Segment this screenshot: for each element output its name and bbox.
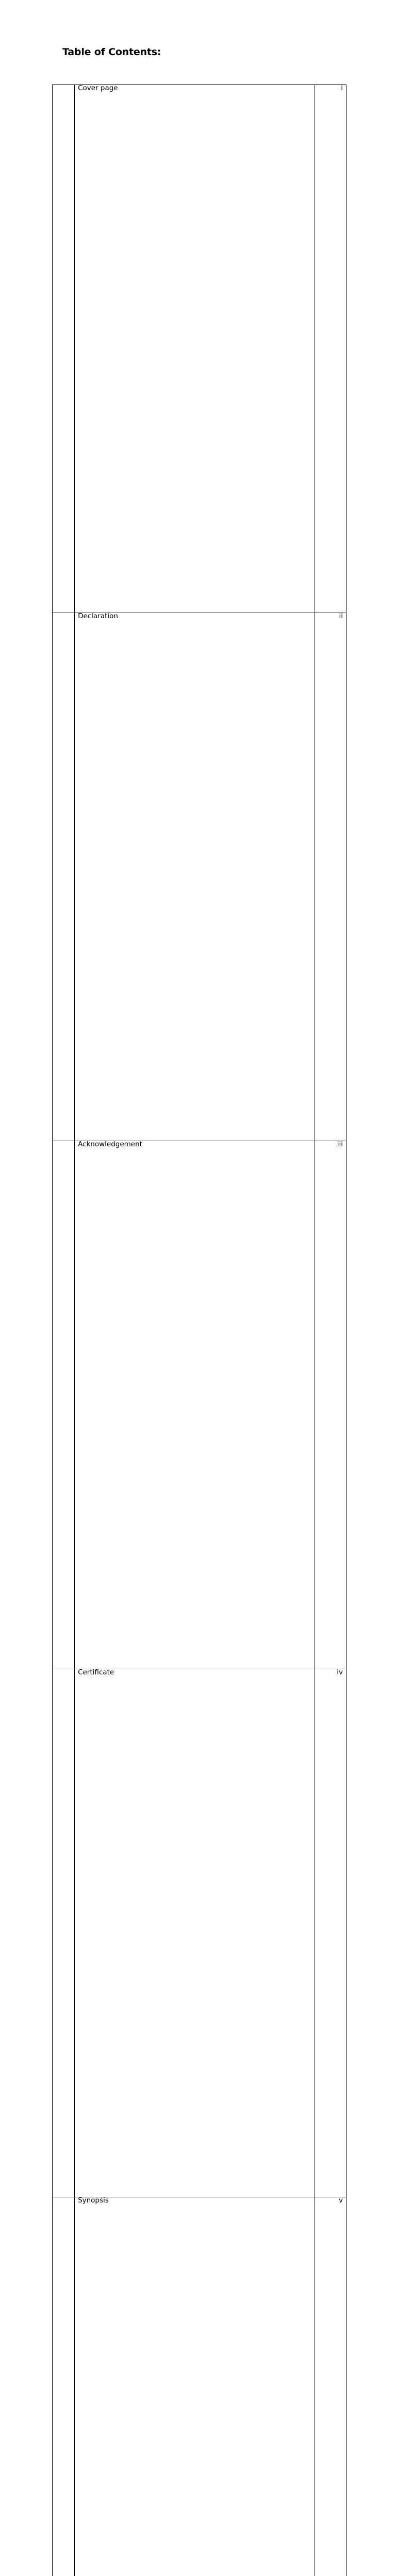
toc-table	[52, 84, 346, 2576]
front-matter-page: ii	[339, 612, 343, 620]
front-matter-title: Declaration	[78, 613, 315, 620]
front-matter-title: Acknowledgement	[78, 1141, 315, 1148]
number-cell	[53, 1141, 75, 1669]
front-matter-row	[53, 1669, 346, 2197]
title-cell	[75, 2197, 315, 2576]
front-matter-row	[53, 2197, 346, 2576]
title-cell	[75, 613, 315, 1141]
page-cell	[315, 85, 346, 613]
front-matter-title: Certificate	[78, 1669, 315, 1676]
front-matter-row	[53, 85, 346, 613]
front-matter-title: Synopsis	[78, 2197, 315, 2205]
front-matter-row	[53, 1141, 346, 1669]
number-cell	[53, 613, 75, 1141]
front-matter-page: i	[341, 84, 343, 92]
page-cell	[315, 613, 346, 1141]
title-cell	[75, 1141, 315, 1669]
number-cell	[53, 85, 75, 613]
page-title: Table of Contents:	[62, 46, 161, 58]
title-cell	[75, 85, 315, 613]
front-matter-page: v	[339, 2196, 343, 2205]
front-matter-page: iii	[337, 1140, 343, 1148]
page-cell	[315, 1669, 346, 2197]
front-matter-row	[53, 613, 346, 1141]
title-cell	[75, 1669, 315, 2197]
front-matter-title: Cover page	[78, 85, 315, 92]
page-cell	[315, 1141, 346, 1669]
document-page	[0, 0, 396, 528]
page-cell	[315, 2197, 346, 2576]
number-cell	[53, 2197, 75, 2576]
number-cell	[53, 1669, 75, 2197]
front-matter-page: iv	[337, 1668, 343, 1676]
